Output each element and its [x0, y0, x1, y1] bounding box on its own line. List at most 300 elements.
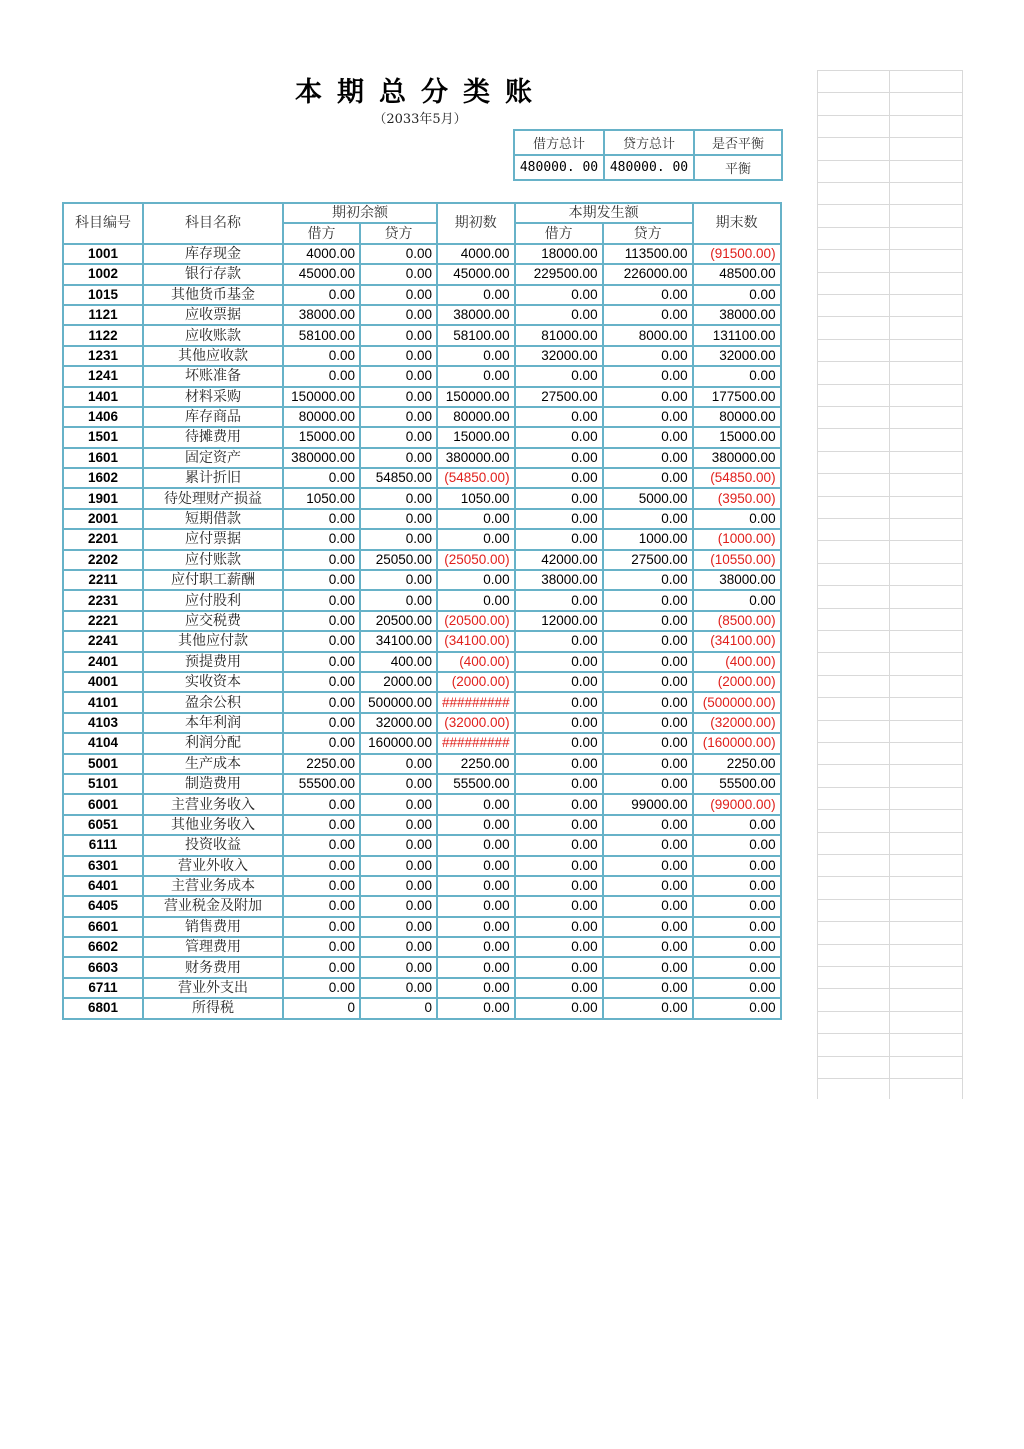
cell-current-debit: 0.00	[515, 978, 603, 998]
cell-opening-credit: 34100.00	[360, 631, 437, 651]
header-current-credit: 贷方	[603, 223, 693, 243]
cell-ending: 0.00	[693, 998, 781, 1018]
cell-ending: 0.00	[693, 896, 781, 916]
header-initial: 期初数	[437, 203, 515, 244]
summary-balanced-header: 是否平衡	[694, 130, 782, 155]
cell-current-debit: 12000.00	[515, 611, 603, 631]
cell-code: 6401	[63, 876, 143, 896]
cell-current-credit: 0.00	[603, 917, 693, 937]
cell-name: 主营业务收入	[143, 794, 283, 814]
cell-code: 1401	[63, 387, 143, 407]
table-row	[63, 835, 781, 855]
cell-ending: (500000.00)	[693, 692, 781, 712]
cell-initial: 150000.00	[437, 387, 515, 407]
cell-name: 营业税金及附加	[143, 896, 283, 916]
cell-current-credit: 0.00	[603, 937, 693, 957]
cell-code: 1121	[63, 305, 143, 325]
cell-name: 应付账款	[143, 550, 283, 570]
cell-current-credit: 0.00	[603, 407, 693, 427]
cell-name: 生产成本	[143, 754, 283, 774]
cell-initial: (25050.00)	[437, 550, 515, 570]
cell-ending: 131100.00	[693, 325, 781, 345]
cell-initial: 0.00	[437, 937, 515, 957]
cell-current-credit: 0.00	[603, 713, 693, 733]
table-row	[63, 570, 781, 590]
cell-current-debit: 0.00	[515, 672, 603, 692]
table-row	[63, 366, 781, 386]
gridline	[817, 608, 963, 609]
cell-ending: (3950.00)	[693, 488, 781, 508]
cell-current-credit: 0.00	[603, 387, 693, 407]
cell-code: 1406	[63, 407, 143, 427]
cell-opening-debit: 0.00	[283, 550, 360, 570]
gridline	[817, 406, 963, 407]
cell-opening-credit: 0.00	[360, 407, 437, 427]
cell-opening-debit: 0.00	[283, 957, 360, 977]
cell-current-credit: 0.00	[603, 570, 693, 590]
cell-ending: 0.00	[693, 856, 781, 876]
header-account-code: 科目编号	[63, 203, 143, 244]
cell-opening-credit: 0.00	[360, 590, 437, 610]
cell-code: 2401	[63, 652, 143, 672]
cell-initial: (400.00)	[437, 652, 515, 672]
gridline	[817, 787, 963, 788]
summary-value-row	[514, 155, 782, 180]
ledger-body	[63, 244, 781, 1019]
header-opening-balance: 期初余额	[283, 203, 437, 223]
table-row	[63, 264, 781, 284]
page-title: 本期总分类账	[295, 77, 547, 108]
cell-name: 其他应收款	[143, 346, 283, 366]
cell-initial: 0.00	[437, 998, 515, 1018]
cell-current-credit: 0.00	[603, 856, 693, 876]
table-row	[63, 305, 781, 325]
gridline	[817, 249, 963, 250]
cell-opening-debit: 0.00	[283, 285, 360, 305]
table-row	[63, 774, 781, 794]
cell-opening-debit: 0.00	[283, 733, 360, 753]
cell-initial: #########	[437, 733, 515, 753]
cell-current-credit: 0.00	[603, 876, 693, 896]
cell-current-debit: 229500.00	[515, 264, 603, 284]
gridline	[817, 1033, 963, 1034]
cell-opening-debit: 0.00	[283, 611, 360, 631]
cell-name: 应付职工薪酬	[143, 570, 283, 590]
gridline	[817, 361, 963, 362]
cell-current-debit: 27500.00	[515, 387, 603, 407]
cell-opening-debit: 380000.00	[283, 448, 360, 468]
cell-initial: 0.00	[437, 917, 515, 937]
cell-opening-debit: 0.00	[283, 794, 360, 814]
cell-current-credit: 0.00	[603, 468, 693, 488]
cell-code: 1901	[63, 488, 143, 508]
cell-opening-credit: 0.00	[360, 244, 437, 264]
cell-current-credit: 0.00	[603, 631, 693, 651]
cell-initial: (54850.00)	[437, 468, 515, 488]
table-row	[63, 998, 781, 1018]
cell-current-credit: 0.00	[603, 285, 693, 305]
cell-opening-debit: 0.00	[283, 509, 360, 529]
cell-opening-credit: 0.00	[360, 509, 437, 529]
cell-initial: 0.00	[437, 509, 515, 529]
cell-current-debit: 42000.00	[515, 550, 603, 570]
cell-opening-credit: 400.00	[360, 652, 437, 672]
page-subtitle: （2033年5月）	[373, 112, 467, 127]
cell-current-debit: 0.00	[515, 285, 603, 305]
cell-opening-debit: 0.00	[283, 937, 360, 957]
header-ending: 期末数	[693, 203, 781, 244]
cell-code: 1015	[63, 285, 143, 305]
cell-opening-credit: 32000.00	[360, 713, 437, 733]
cell-opening-debit: 0.00	[283, 366, 360, 386]
cell-code: 4104	[63, 733, 143, 753]
gridline	[817, 921, 963, 922]
cell-opening-debit: 0.00	[283, 876, 360, 896]
cell-ending: 0.00	[693, 509, 781, 529]
table-row	[63, 978, 781, 998]
cell-current-debit: 0.00	[515, 427, 603, 447]
cell-name: 应收账款	[143, 325, 283, 345]
cell-opening-credit: 0.00	[360, 387, 437, 407]
cell-name: 营业外收入	[143, 856, 283, 876]
gridline	[817, 182, 963, 183]
cell-ending: (34100.00)	[693, 631, 781, 651]
cell-code: 1122	[63, 325, 143, 345]
cell-opening-credit: 2000.00	[360, 672, 437, 692]
gridline	[817, 854, 963, 855]
cell-ending: (91500.00)	[693, 244, 781, 264]
table-row	[63, 529, 781, 549]
cell-initial: 0.00	[437, 896, 515, 916]
ledger-header-row-1	[63, 203, 781, 223]
cell-code: 4101	[63, 692, 143, 712]
cell-code: 1601	[63, 448, 143, 468]
cell-opening-credit: 0.00	[360, 264, 437, 284]
cell-opening-credit: 0.00	[360, 937, 437, 957]
cell-current-credit: 0.00	[603, 305, 693, 325]
cell-ending: 0.00	[693, 917, 781, 937]
cell-current-credit: 0.00	[603, 427, 693, 447]
cell-current-debit: 0.00	[515, 366, 603, 386]
cell-name: 所得税	[143, 998, 283, 1018]
cell-opening-debit: 4000.00	[283, 244, 360, 264]
cell-current-debit: 0.00	[515, 896, 603, 916]
table-row	[63, 856, 781, 876]
cell-opening-credit: 0	[360, 998, 437, 1018]
cell-initial: 0.00	[437, 529, 515, 549]
cell-current-credit: 0.00	[603, 896, 693, 916]
cell-code: 2001	[63, 509, 143, 529]
cell-current-credit: 0.00	[603, 590, 693, 610]
table-row	[63, 672, 781, 692]
gridline	[817, 137, 963, 138]
cell-opening-credit: 0.00	[360, 427, 437, 447]
cell-initial: 4000.00	[437, 244, 515, 264]
cell-initial: 0.00	[437, 815, 515, 835]
cell-opening-debit: 0.00	[283, 896, 360, 916]
ledger-table	[62, 202, 782, 1020]
gridline	[817, 227, 963, 228]
cell-current-credit: 0.00	[603, 815, 693, 835]
cell-opening-debit: 0	[283, 998, 360, 1018]
cell-code: 5001	[63, 754, 143, 774]
cell-code: 6405	[63, 896, 143, 916]
table-row	[63, 937, 781, 957]
gridline	[817, 809, 963, 810]
cell-current-debit: 0.00	[515, 488, 603, 508]
cell-opening-credit: 0.00	[360, 488, 437, 508]
cell-ending: 55500.00	[693, 774, 781, 794]
table-row	[63, 590, 781, 610]
cell-opening-debit: 45000.00	[283, 264, 360, 284]
table-row	[63, 550, 781, 570]
summary-header-row	[514, 130, 782, 155]
cell-initial: 0.00	[437, 856, 515, 876]
table-row	[63, 876, 781, 896]
cell-code: 6001	[63, 794, 143, 814]
cell-opening-credit: 160000.00	[360, 733, 437, 753]
cell-current-debit: 0.00	[515, 509, 603, 529]
cell-ending: 0.00	[693, 876, 781, 896]
cell-opening-credit: 20500.00	[360, 611, 437, 631]
gridline	[817, 70, 963, 71]
cell-opening-debit: 0.00	[283, 672, 360, 692]
table-row	[63, 611, 781, 631]
cell-ending: 15000.00	[693, 427, 781, 447]
cell-ending: 38000.00	[693, 305, 781, 325]
cell-initial: 0.00	[437, 957, 515, 977]
gridline	[817, 473, 963, 474]
table-row	[63, 427, 781, 447]
cell-opening-debit: 1050.00	[283, 488, 360, 508]
cell-opening-credit: 0.00	[360, 285, 437, 305]
cell-name: 主营业务成本	[143, 876, 283, 896]
cell-opening-debit: 0.00	[283, 978, 360, 998]
gridline	[817, 272, 963, 273]
table-row	[63, 917, 781, 937]
cell-opening-credit: 0.00	[360, 957, 437, 977]
cell-initial: 45000.00	[437, 264, 515, 284]
cell-name: 待摊费用	[143, 427, 283, 447]
table-row	[63, 896, 781, 916]
cell-name: 应收票据	[143, 305, 283, 325]
cell-opening-credit: 0.00	[360, 346, 437, 366]
gridline	[817, 115, 963, 116]
gridline	[817, 742, 963, 743]
gridline	[817, 518, 963, 519]
cell-code: 2202	[63, 550, 143, 570]
cell-current-debit: 0.00	[515, 754, 603, 774]
table-row	[63, 387, 781, 407]
cell-code: 2211	[63, 570, 143, 590]
cell-current-debit: 0.00	[515, 876, 603, 896]
cell-code: 1001	[63, 244, 143, 264]
cell-initial: (34100.00)	[437, 631, 515, 651]
cell-opening-debit: 0.00	[283, 917, 360, 937]
cell-code: 2221	[63, 611, 143, 631]
cell-code: 6301	[63, 856, 143, 876]
table-row	[63, 468, 781, 488]
cell-initial: (20500.00)	[437, 611, 515, 631]
cell-current-credit: 0.00	[603, 672, 693, 692]
cell-opening-credit: 0.00	[360, 366, 437, 386]
cell-ending: 0.00	[693, 835, 781, 855]
cell-ending: (54850.00)	[693, 468, 781, 488]
cell-initial: 0.00	[437, 366, 515, 386]
cell-opening-credit: 0.00	[360, 815, 437, 835]
cell-code: 1241	[63, 366, 143, 386]
cell-opening-debit: 0.00	[283, 631, 360, 651]
cell-current-debit: 0.00	[515, 713, 603, 733]
cell-name: 库存现金	[143, 244, 283, 264]
cell-opening-debit: 0.00	[283, 713, 360, 733]
cell-initial: 80000.00	[437, 407, 515, 427]
cell-current-debit: 0.00	[515, 631, 603, 651]
cell-initial: (2000.00)	[437, 672, 515, 692]
cell-opening-credit: 0.00	[360, 448, 437, 468]
cell-code: 6051	[63, 815, 143, 835]
cell-opening-debit: 0.00	[283, 346, 360, 366]
cell-opening-debit: 80000.00	[283, 407, 360, 427]
cell-initial: 55500.00	[437, 774, 515, 794]
cell-ending: (10550.00)	[693, 550, 781, 570]
cell-code: 2201	[63, 529, 143, 549]
cell-opening-debit: 0.00	[283, 815, 360, 835]
cell-initial: 58100.00	[437, 325, 515, 345]
summary-credit-total-header: 贷方总计	[604, 130, 694, 155]
cell-code: 1002	[63, 264, 143, 284]
cell-current-credit: 8000.00	[603, 325, 693, 345]
cell-ending: (400.00)	[693, 652, 781, 672]
cell-current-debit: 0.00	[515, 692, 603, 712]
cell-initial: 380000.00	[437, 448, 515, 468]
cell-opening-credit: 0.00	[360, 856, 437, 876]
cell-ending: (2000.00)	[693, 672, 781, 692]
cell-code: 2241	[63, 631, 143, 651]
cell-current-debit: 0.00	[515, 957, 603, 977]
cell-initial: 0.00	[437, 570, 515, 590]
cell-opening-credit: 0.00	[360, 835, 437, 855]
cell-initial: 0.00	[437, 285, 515, 305]
cell-current-debit: 18000.00	[515, 244, 603, 264]
gridline	[817, 899, 963, 900]
cell-opening-debit: 15000.00	[283, 427, 360, 447]
cell-ending: (32000.00)	[693, 713, 781, 733]
cell-code: 4001	[63, 672, 143, 692]
gridline	[817, 451, 963, 452]
cell-initial: 2250.00	[437, 754, 515, 774]
cell-current-credit: 113500.00	[603, 244, 693, 264]
cell-opening-credit: 0.00	[360, 917, 437, 937]
cell-name: 库存商品	[143, 407, 283, 427]
header-opening-credit: 贷方	[360, 223, 437, 243]
cell-ending: 38000.00	[693, 570, 781, 590]
cell-name: 盈余公积	[143, 692, 283, 712]
cell-ending: 0.00	[693, 978, 781, 998]
gridline	[817, 630, 963, 631]
cell-current-debit: 0.00	[515, 652, 603, 672]
gridline	[817, 428, 963, 429]
gridline	[817, 160, 963, 161]
cell-initial: 0.00	[437, 835, 515, 855]
cell-opening-credit: 0.00	[360, 978, 437, 998]
cell-name: 应付票据	[143, 529, 283, 549]
cell-code: 6603	[63, 957, 143, 977]
gridline	[817, 1056, 963, 1057]
gridline	[817, 384, 963, 385]
cell-opening-credit: 25050.00	[360, 550, 437, 570]
cell-ending: 48500.00	[693, 264, 781, 284]
cell-opening-credit: 0.00	[360, 305, 437, 325]
cell-ending: 0.00	[693, 937, 781, 957]
cell-code: 5101	[63, 774, 143, 794]
cell-current-debit: 0.00	[515, 835, 603, 855]
gridline	[817, 876, 963, 877]
cell-ending: 380000.00	[693, 448, 781, 468]
cell-opening-debit: 0.00	[283, 468, 360, 488]
header-current-debit: 借方	[515, 223, 603, 243]
cell-ending: (99000.00)	[693, 794, 781, 814]
summary-debit-total-header: 借方总计	[514, 130, 604, 155]
cell-name: 财务费用	[143, 957, 283, 977]
summary-balanced-value: 平衡	[694, 155, 782, 180]
gridline	[817, 944, 963, 945]
table-row	[63, 692, 781, 712]
cell-ending: 0.00	[693, 957, 781, 977]
cell-name: 累计折旧	[143, 468, 283, 488]
cell-current-credit: 0.00	[603, 366, 693, 386]
cell-ending: 32000.00	[693, 346, 781, 366]
cell-current-debit: 0.00	[515, 815, 603, 835]
cell-opening-debit: 38000.00	[283, 305, 360, 325]
cell-name: 应交税费	[143, 611, 283, 631]
cell-opening-debit: 150000.00	[283, 387, 360, 407]
table-row	[63, 652, 781, 672]
cell-name: 营业外支出	[143, 978, 283, 998]
cell-opening-debit: 0.00	[283, 652, 360, 672]
cell-initial: 0.00	[437, 794, 515, 814]
cell-opening-debit: 0.00	[283, 529, 360, 549]
cell-current-credit: 0.00	[603, 754, 693, 774]
summary-debit-total-value: 480000. 00	[514, 155, 604, 180]
cell-name: 其他货币基金	[143, 285, 283, 305]
cell-code: 1602	[63, 468, 143, 488]
cell-name: 管理费用	[143, 937, 283, 957]
cell-name: 应付股利	[143, 590, 283, 610]
cell-ending: 0.00	[693, 285, 781, 305]
cell-initial: 0.00	[437, 590, 515, 610]
cell-name: 银行存款	[143, 264, 283, 284]
table-row	[63, 244, 781, 264]
cell-name: 实收资本	[143, 672, 283, 692]
gridline	[817, 563, 963, 564]
gridline	[817, 1078, 963, 1079]
gridline	[817, 294, 963, 295]
cell-initial: 0.00	[437, 876, 515, 896]
cell-current-debit: 0.00	[515, 305, 603, 325]
gridline	[817, 585, 963, 586]
gridline	[817, 966, 963, 967]
cell-code: 1231	[63, 346, 143, 366]
cell-current-debit: 0.00	[515, 774, 603, 794]
cell-opening-credit: 500000.00	[360, 692, 437, 712]
cell-name: 其他业务收入	[143, 815, 283, 835]
cell-ending: (1000.00)	[693, 529, 781, 549]
cell-current-debit: 0.00	[515, 407, 603, 427]
cell-code: 4103	[63, 713, 143, 733]
cell-current-debit: 0.00	[515, 529, 603, 549]
summary-credit-total-value: 480000. 00	[604, 155, 694, 180]
